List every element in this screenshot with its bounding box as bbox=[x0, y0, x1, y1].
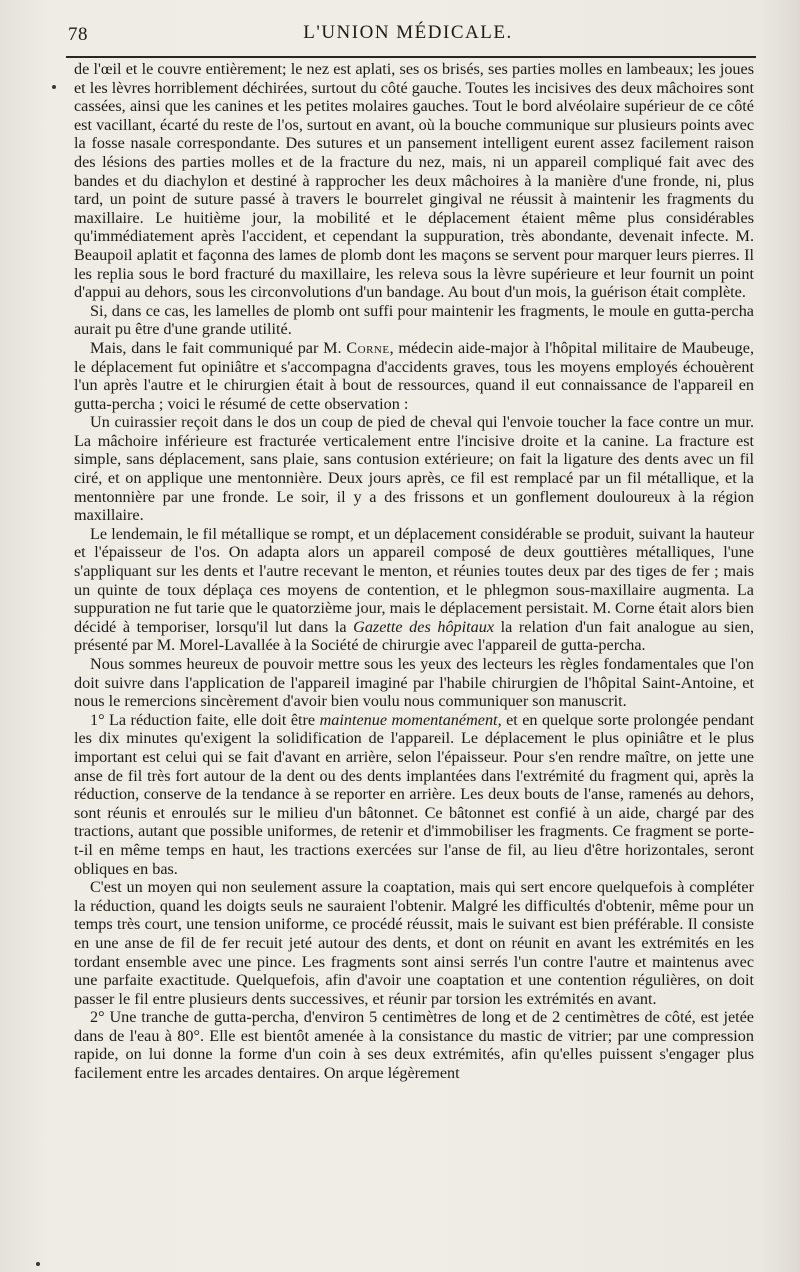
page-number: 78 bbox=[68, 24, 88, 45]
running-title: L'UNION MÉDICALE. bbox=[303, 22, 513, 43]
margin-mark bbox=[36, 1262, 40, 1266]
text-run: Le lendemain, le fil métallique se rompt, et un déplacement considérable se produit, suivant la hauteur et l'épaisseur de l'os. On adapta alors un appareil composé de deux gouttières métalliques, l'une s'appliquant sur les dents et l'autre recevant le menton, et réunies toutes deux par des tiges de fer ; mais un quinte de toux déplaça ces moyens de contention, et le phlegmon sous-maxillaire augmenta. La suppuration ne fut tarie que le quatorzième jour, mais le déplacement persistait. M. Corne était alors bien décidé à temporiser, lorsqu'il lut dans la bbox=[74, 524, 754, 636]
paragraph: C'est un moyen qui non seulement assure la coaptation, mais qui sert encore quelquefois à compléter la réduction, quand les doigts seuls ne sauraient l'obtenir. Malgré les difficultés d'obtenir, même pour un temps très court, une tension uniforme, ce procédé réussit, mais le suivant est bien préférable. Il consiste en une anse de fil de fer recuit jeté autour des dents, et dont on réunit en avant les extrémités en les tordant ensemble avec une pince. Les fragments sont ainsi serrés l'un contre l'autre et maintenus avec une parfaite exactitude. Quelquefois, afin d'avoir une coaptation et une contention régulières, on doit passer le fil entre plusieurs dents successives, et réunir par torsion les extrémités en avant. bbox=[74, 878, 754, 1008]
page-header bbox=[64, 20, 752, 50]
paragraph: Nous sommes heureux de pouvoir mettre sous les yeux des lecteurs les règles fondamentales que l'on doit suivre dans l'application de l'appareil imaginé par l'habile chirurgien de l'hôpital Saint-Antoine, et nous le remercions sincèrement d'avoir bien voulu nous communiquer son manuscrit. bbox=[74, 655, 754, 711]
paragraph: Un cuirassier reçoit dans le dos un coup de pied de cheval qui l'envoie toucher la face contre un mur. La mâchoire inférieure est fracturée verticalement entre l'incisive droite et la canine. La fracture est simple, sans déplacement, sans plaie, sans contusion extérieure; on fait la ligature des dents avec un fil ciré, et on applique une mentonnière. Deux jours après, ce fil est remplacé par un fil métallique, et la mentonnière par une fronde. Le soir, il y a des frissons et un gonflement douloureux à la région maxillaire. bbox=[74, 413, 754, 525]
journal-title: Gazette des hôpitaux bbox=[353, 617, 495, 636]
margin-mark bbox=[52, 85, 56, 89]
text-run: , et en quelque sorte prolongée pendant les dix minutes qu'exigent la solidification de l'appareil. Le déplacement le plus opiniâtre et le plus important est celui qui se fait d'avant en arrière, selon l'épaisseur. Pour s'en rendre maître, on jette une anse de fil très fort autour de la dent ou des dents implantées dans l'extrémité du fragment qui, après la réduction, conserve de la tendance à se reporter en arrière. Les deux bouts de l'anse, ramenés au dehors, sont réunis et enroulés sur le milieu d'un bâtonnet. Ce bâtonnet est confié à un aide, chargé par des tractions, autant que possible uniformes, de retenir et d'immobiliser les fragments. Ce fragment se porte-t-il en même temps en haut, les tractions exercées sur l'anse de fil, au lieu d'être horizontales, seront obliques en bas. bbox=[74, 710, 754, 878]
text-run: , médecin aide-major à l'hôpital militaire de Maubeuge, le déplacement fut opiniâtre et s'accompagna d'accidents graves, tous les moyens employés échouèrent l'un après l'autre et le chirurgien était à bout de ressources, quand il eut connaissance de l'appareil en gutta-percha ; voici le résumé de cette observation : bbox=[74, 338, 754, 413]
emphasis: maintenue momentanément bbox=[319, 710, 498, 729]
paragraph bbox=[74, 339, 754, 413]
author-name: Corne bbox=[346, 338, 390, 357]
paragraph bbox=[74, 525, 754, 655]
text-run: Mais, dans le fait communiqué par M. bbox=[90, 338, 347, 357]
paragraph: Si, dans ce cas, les lamelles de plomb ont suffi pour maintenir les fragments, le moule en gutta-percha aurait pu être d'une grande utilité. bbox=[74, 301, 754, 339]
paragraph: de l'œil et le couvre entièrement; le nez est aplati, ses os brisés, ses parties molles en lambeaux; les joues et les lèvres horriblement déchirées, surtout du côté gauche. Toutes les incisives des deux mâchoires sont cassées, ainsi que les canines et les petites molaires gauches. Tout le bord alvéolaire supérieur de ce côté est vacillant, écarté du reste de l'os, surtout en avant, où la bouche communique sur plusieurs points avec la fosse nasale correspondante. Des sutures et un pansement intelligent eurent assez facilement raison des lésions des parties molles et de la fracture du nez, mais, ni un appareil compliqué fait avec des bandes et du diachylon et destiné à rapprocher les deux mâchoires à la manière d'une fronde, ni, plus tard, un point de suture passé à travers le bourrelet gingival ne réussit à maintenir les fragments du maxillaire. Le huitième jour, la mobilité et le déplacement étaient même plus considérables qu'immédiatement après l'accident, et cependant la suppuration, très abondante, devenait infecte. M. Beaupoil aplatit et façonna des lames de plomb dont les maçons se servent pour marquer leurs pierres. Il les replia sous le bord fracturé du maxillaire, les releva sous la lèvre supérieure et leur fournit un point d'appui au dehors, sous les circonvolutions d'un bandage. Au bout d'un mois, la guérison était complète. bbox=[74, 60, 754, 302]
body-text bbox=[74, 60, 754, 1083]
paragraph bbox=[74, 711, 754, 878]
header-rule bbox=[66, 56, 756, 58]
text-run: 1° La réduction faite, elle doit être bbox=[90, 710, 320, 729]
paragraph: 2° Une tranche de gutta-percha, d'environ 5 centimètres de long et de 2 centimètres de côté, est jetée dans de l'eau à 80°. Elle est bientôt amenée à la consistance du mastic de vitrier; par une compression rapide, on lui donne la forme d'un coin à ses deux extrémités, afin qu'elles puissent s'engager plus facilement entre les arcades dentaires. On arque légèrement bbox=[74, 1008, 754, 1083]
text-run: la relation d'un fait analogue au sien, présenté par M. Morel-Lavallée à la Société de chirurgie avec l'appareil de gutta-percha. bbox=[74, 617, 754, 655]
